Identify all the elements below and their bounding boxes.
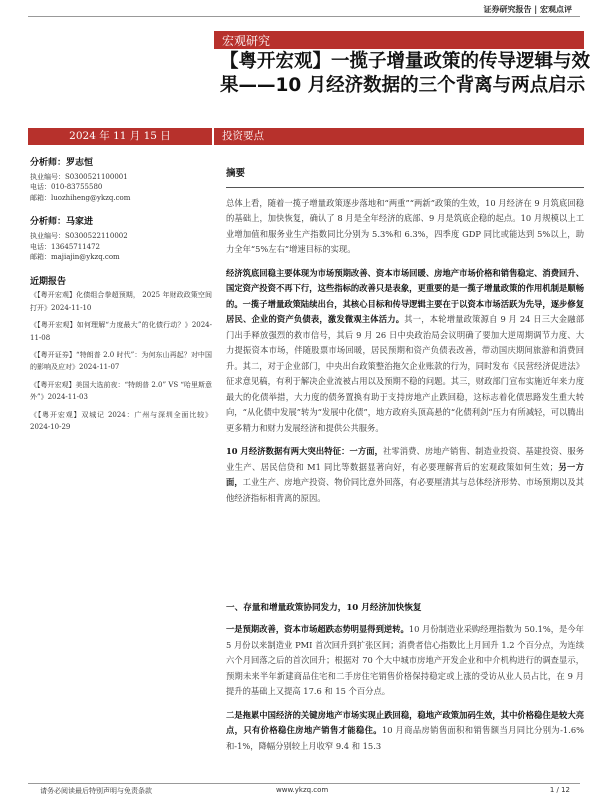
abstract-emphasis: 10 月经济数据有两大突出特征：一方面， bbox=[226, 446, 383, 456]
abstract-text: 工业生产、房地产投资、物价同比意外回落，有必要厘清其与总体经济形势、市场预期以及其他经济指标相背离的原因。 bbox=[226, 477, 584, 503]
abstract-paragraph: 总体上看，随着一揽子增量政策逐步落地和“两重”“两新”政策的生效，10 月经济在 9 月筑底回稳的基础上，加快恢复，确认了 8 月是全年经济的底部、9 月是筑底企稳的起点。10 月规模以上工业增加值和服务业生产指数同比分别为 5.3%和 6.3%，四季度 GDP 同比或能达到 5%以上，助力全年“5%左右”增速目标的实现。 bbox=[226, 197, 584, 254]
abstract-paragraph bbox=[226, 444, 584, 506]
analyst-card bbox=[30, 158, 212, 203]
section-body bbox=[226, 622, 584, 762]
abstract-text: 社零消费、房地产销售、制造业投资、基建投资、服务业生产、居民信贷和 M1 同比等数据显著向好，有必要理解背后的宏观政策如何生效； bbox=[226, 446, 584, 472]
sidebar bbox=[30, 158, 212, 438]
recent-report-link[interactable]: 《【粤开宏观】如何理解“力度最大”的化债行动？》2024-11-08 bbox=[30, 321, 212, 342]
section-text: 10 月商品房销售面积和销售额当月同比分别为-1.6%和-1%，降幅分别较上月收窄 9.4 和 15.3 bbox=[226, 725, 584, 751]
footer-divider bbox=[28, 783, 580, 784]
analyst-phone: 电话：13645711472 bbox=[30, 242, 100, 251]
analyst-license: 执业编号：S0300521100001 bbox=[30, 172, 128, 181]
recent-report-link[interactable]: 《【粤开宏观】美国大选前夜：“特朗普 2.0” VS “哈里斯意外”》2024-11-03 bbox=[30, 380, 212, 402]
abstract-paragraph bbox=[226, 266, 584, 437]
section-emphasis: 一是预期改善，资本市场超跌态势明显得到逆转。 bbox=[226, 624, 409, 634]
report-date: 2024 年 11 月 15 日 bbox=[28, 128, 212, 145]
report-title: 【粤开宏观】一揽子增量政策的传导逻辑与效果——10 月经济数据的三个背离与两点启示 bbox=[220, 51, 591, 96]
analyst-name: 分析师：罗志恒 bbox=[30, 158, 94, 168]
section-emphasis: 二是拖累中国经济的关键房地产市场实现止跌回稳，稳地产政策加码生效，其中价格稳住是较大亮点，只有价格稳住房地产销售才能稳住。 bbox=[226, 709, 584, 735]
section-paragraph bbox=[226, 708, 584, 755]
footer-website[interactable]: www.ykzq.com bbox=[276, 786, 329, 794]
page-number: 1 / 12 bbox=[549, 786, 570, 794]
recent-report-link[interactable]: 《【粤开宏观】双城记 2024：广州与深圳全面比较》2024-10-29 bbox=[30, 410, 212, 431]
abstract-emphasis: 另一方面， bbox=[226, 461, 584, 487]
recent-reports-heading: 近期报告 bbox=[30, 276, 67, 287]
recent-report-link[interactable]: 《【粤开证券】“特朗普 2.0 时代”：为何东山再起？对中国的影响及应对》2024-11-07 bbox=[30, 350, 212, 372]
analyst-card bbox=[30, 217, 212, 262]
analyst-name: 分析师：马家进 bbox=[30, 217, 94, 228]
section-text: 10 月份制造业采购经理指数为 50.1%，是今年 5 月份以来制造业 PMI 首次回升到扩张区间；消费者信心指数比上月回升 1.2 个百分点，为连续六个月回落之后的首次回升；根据对 70 个大中城市房地产开发企业和中介机构进行的调查显示，预期未来半年新建商品住宅和二手房住宅销售价格保持稳定或上涨的受访从业人员占比，在 9 月提升的基础上又提高 17.6 和 15 个百分点。 bbox=[226, 624, 584, 696]
category-label: 宏观研究 bbox=[214, 31, 584, 49]
section-heading: 一、存量和增量政策协同发力，10 月经济加快恢复 bbox=[226, 603, 422, 613]
section-label: 投资要点 bbox=[214, 128, 584, 145]
recent-report-link[interactable]: 《【粤开宏观】化债组合拳超预期， 2025 年财政政策空间打开》2024-11-10 bbox=[30, 291, 212, 312]
analyst-phone: 电话：010-83755580 bbox=[30, 183, 103, 192]
footer-disclaimer: 请务必阅读最后特别声明与免责条款 bbox=[40, 787, 152, 795]
header-divider bbox=[28, 16, 580, 17]
report-type-header: 证券研究报告 | 宏观点评 bbox=[483, 4, 572, 14]
analyst-email: 邮箱：luozhiheng@ykzq.com bbox=[30, 193, 131, 202]
analyst-email: 邮箱：majiajin@ykzq.com bbox=[30, 253, 120, 262]
section-paragraph bbox=[226, 622, 584, 700]
abstract-section bbox=[226, 166, 584, 514]
analyst-license: 执业编号：S0300522110002 bbox=[30, 231, 128, 240]
abstract-heading: 摘要 bbox=[226, 166, 584, 188]
abstract-emphasis: 经济筑底回稳主要体现为市场预期改善、资本市场回暖、房地产市场价格和销售稳定、消费回升、国定资产投资不再下行，这些指标的改善只是表象，更重要的是一揽子增量政策的作用机制是顺畅的。一揽子增量政策陆续出台，其核心目标和传导逻辑主要在于以资本市场活跃为先导，逐步修复居民、企业的资产负债表，激发微观主体活力。 bbox=[226, 267, 584, 324]
abstract-text: 其一，本轮增量政策源自 9 月 24 日三大金融部门出手释放强烈的救市信号，其后 9 月 26 日中央政治局会议明确了要加大逆周期调节力度、大力提振资本市场，伴随股票市场回暖，居民预期和资产负债表改善，带动国庆期间旅游和消费回升。其二，对于企业部门，中央出台政策整治拖欠企业账款的行为，同时发布《民营经济促进法》征求意见稿，有利于解决企业流被占用以及预期不稳的问题。其三，财政部门宣布实施近年来力度最大的化债举措，大力度的债务置换有助于支持房地产止跌回稳，这标志着化债思路发生重大转向，“从化债中发展”转为“发展中化债”，地方政府头顶高悬的“化债利剑”压力有所减轻，可以腾出更多精力和财力发展经济和提供公共服务。 bbox=[226, 314, 584, 433]
